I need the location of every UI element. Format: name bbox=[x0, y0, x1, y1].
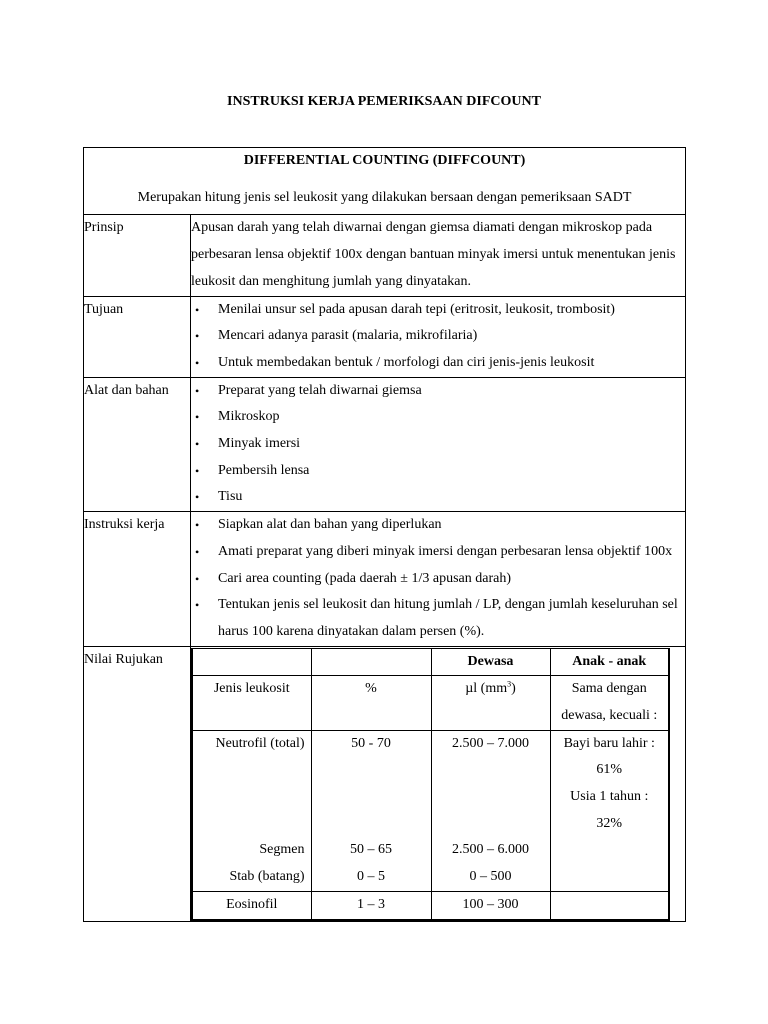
ref-header-empty bbox=[192, 648, 311, 676]
ref-eosinofil-abs: 100 – 300 bbox=[431, 891, 550, 919]
list-item-text: Cari area counting (pada daerah ± 1/3 apusan darah) bbox=[218, 570, 511, 586]
content-prinsip bbox=[191, 215, 686, 296]
header-row bbox=[84, 148, 686, 215]
row-prinsip bbox=[84, 215, 686, 296]
stab-percent: 0 – 5 bbox=[357, 869, 385, 885]
list-item-text: Amati preparat yang diberi minyak imersi dengan perbesaran lensa objektif 100x bbox=[218, 543, 673, 559]
bullet-icon: • bbox=[195, 571, 200, 586]
bullet-icon: • bbox=[195, 383, 200, 398]
instruksi-list bbox=[191, 512, 685, 646]
ref-header-empty bbox=[311, 648, 431, 676]
list-item-text: Menilai unsur sel pada apusan darah tepi (eritrosit, leukosit, trombosit) bbox=[218, 301, 615, 317]
ref-eosinofil-name: Eosinofil bbox=[192, 891, 311, 919]
ref-neutrofil-anak bbox=[550, 730, 669, 891]
segmen-percent: 50 – 65 bbox=[350, 842, 392, 858]
ref-anak-note bbox=[550, 676, 669, 730]
ref-header-dewasa: Dewasa bbox=[431, 648, 550, 676]
alat-list bbox=[191, 378, 685, 512]
row-tujuan bbox=[84, 296, 686, 377]
bullet-icon: • bbox=[195, 490, 200, 505]
tujuan-list bbox=[191, 297, 685, 377]
list-item bbox=[191, 512, 685, 539]
ref-header-unit bbox=[431, 676, 550, 730]
segmen-label: Segmen bbox=[259, 842, 305, 858]
anak-note-line: Sama dengan bbox=[571, 681, 647, 697]
anak-line: Bayi baru lahir : bbox=[563, 735, 655, 751]
list-item bbox=[191, 350, 685, 377]
ref-column-header-row bbox=[192, 676, 669, 730]
list-item-text: Untuk membedakan bentuk / morfologi dan ciri jenis-jenis leukosit bbox=[218, 354, 595, 370]
anak-note-line: dewasa, kecuali : bbox=[561, 708, 658, 724]
stab-abs: 0 – 500 bbox=[469, 869, 512, 885]
list-item bbox=[191, 566, 685, 593]
list-item bbox=[191, 431, 685, 458]
list-item-text: Minyak imersi bbox=[218, 436, 301, 452]
bullet-icon: • bbox=[195, 355, 200, 370]
prinsip-text: Apusan darah yang telah diwarnai dengan giemsa diamati dengan mikroskop pada perbesaran lensa objektif 100x dengan bantuan minyak imersi untuk menentukan jenis leukosit dan menghitung jumlah yang dinyatakan. bbox=[191, 220, 676, 289]
content-alat-bahan bbox=[191, 377, 686, 512]
ref-eosinofil-anak bbox=[550, 891, 669, 919]
procedure-description: Merupakan hitung jenis sel leukosit yang dilakukan bersaan dengan pemeriksaan SADT bbox=[137, 189, 632, 205]
procedure-table bbox=[83, 147, 686, 922]
ref-header-jenis: Jenis leukosit bbox=[192, 676, 311, 730]
ref-header-anak: Anak - anak bbox=[550, 648, 669, 676]
list-item-text: Mikroskop bbox=[218, 409, 280, 425]
list-item-text: Tentukan jenis sel leukosit dan hitung jumlah / LP, dengan jumlah keseluruhan sel harus 100 karena dinyatakan dalam persen (%). bbox=[218, 597, 678, 639]
list-item-text: Siapkan alat dan bahan yang diperlukan bbox=[218, 517, 442, 533]
ref-neutrofil-percent bbox=[311, 730, 431, 891]
header-cell bbox=[84, 148, 686, 215]
content-nilai-rujukan bbox=[191, 646, 686, 921]
document-title: INSTRUKSI KERJA PEMERIKSAAN DIFCOUNT bbox=[227, 94, 541, 109]
bullet-icon: • bbox=[195, 329, 200, 344]
list-item bbox=[191, 297, 685, 324]
list-item-text: Preparat yang telah diwarnai giemsa bbox=[218, 382, 422, 398]
list-item bbox=[191, 323, 685, 350]
ref-neutrofil-name bbox=[192, 730, 311, 891]
bullet-icon: • bbox=[195, 518, 200, 533]
row-instruksi-kerja bbox=[84, 512, 686, 647]
spacer bbox=[432, 757, 550, 837]
list-item bbox=[191, 404, 685, 431]
list-item bbox=[191, 484, 685, 511]
unit-suffix: ) bbox=[511, 681, 516, 697]
list-item-text: Pembersih lensa bbox=[218, 462, 310, 478]
list-item bbox=[191, 539, 685, 566]
content-tujuan bbox=[191, 296, 686, 377]
list-item bbox=[191, 458, 685, 485]
anak-line: 32% bbox=[596, 815, 623, 831]
label-prinsip: Prinsip bbox=[84, 215, 191, 296]
table-row bbox=[192, 730, 669, 891]
reference-values-table bbox=[191, 648, 670, 921]
label-instruksi-kerja: Instruksi kerja bbox=[84, 512, 191, 647]
spacer bbox=[193, 757, 305, 837]
unit-prefix: µl (mm bbox=[465, 681, 508, 697]
spacer bbox=[312, 757, 431, 837]
list-item-text: Mencari adanya parasit (malaria, mikrofilaria) bbox=[218, 328, 478, 344]
row-nilai-rujukan bbox=[84, 646, 686, 921]
table-row bbox=[192, 891, 669, 919]
row-alat-bahan bbox=[84, 377, 686, 512]
bullet-icon: • bbox=[195, 410, 200, 425]
label-tujuan: Tujuan bbox=[84, 296, 191, 377]
unit-superscript: 3 bbox=[507, 679, 512, 689]
ref-group-header-row bbox=[192, 648, 669, 676]
neutrofil-abs: 2.500 – 7.000 bbox=[452, 735, 529, 751]
procedure-title: DIFFERENTIAL COUNTING (DIFFCOUNT) bbox=[243, 153, 526, 168]
ref-neutrofil-abs bbox=[431, 730, 550, 891]
bullet-icon: • bbox=[195, 437, 200, 452]
bullet-icon: • bbox=[195, 463, 200, 478]
list-item bbox=[191, 378, 685, 405]
list-item bbox=[191, 592, 685, 645]
ref-eosinofil-percent: 1 – 3 bbox=[311, 891, 431, 919]
anak-line: Usia 1 tahun : bbox=[570, 789, 649, 805]
content-instruksi-kerja bbox=[191, 512, 686, 647]
list-item-text: Tisu bbox=[218, 489, 243, 505]
bullet-icon: • bbox=[195, 302, 200, 317]
label-nilai-rujukan: Nilai Rujukan bbox=[84, 646, 191, 921]
neutrofil-total-label: Neutrofil (total) bbox=[215, 735, 305, 751]
stab-label: Stab (batang) bbox=[229, 869, 305, 885]
label-alat-bahan: Alat dan bahan bbox=[84, 377, 191, 512]
bullet-icon: • bbox=[195, 598, 200, 613]
anak-line: 61% bbox=[596, 762, 623, 778]
bullet-icon: • bbox=[195, 544, 200, 559]
segmen-abs: 2.500 – 6.000 bbox=[452, 842, 529, 858]
ref-header-percent: % bbox=[311, 676, 431, 730]
neutrofil-percent: 50 - 70 bbox=[351, 735, 391, 751]
